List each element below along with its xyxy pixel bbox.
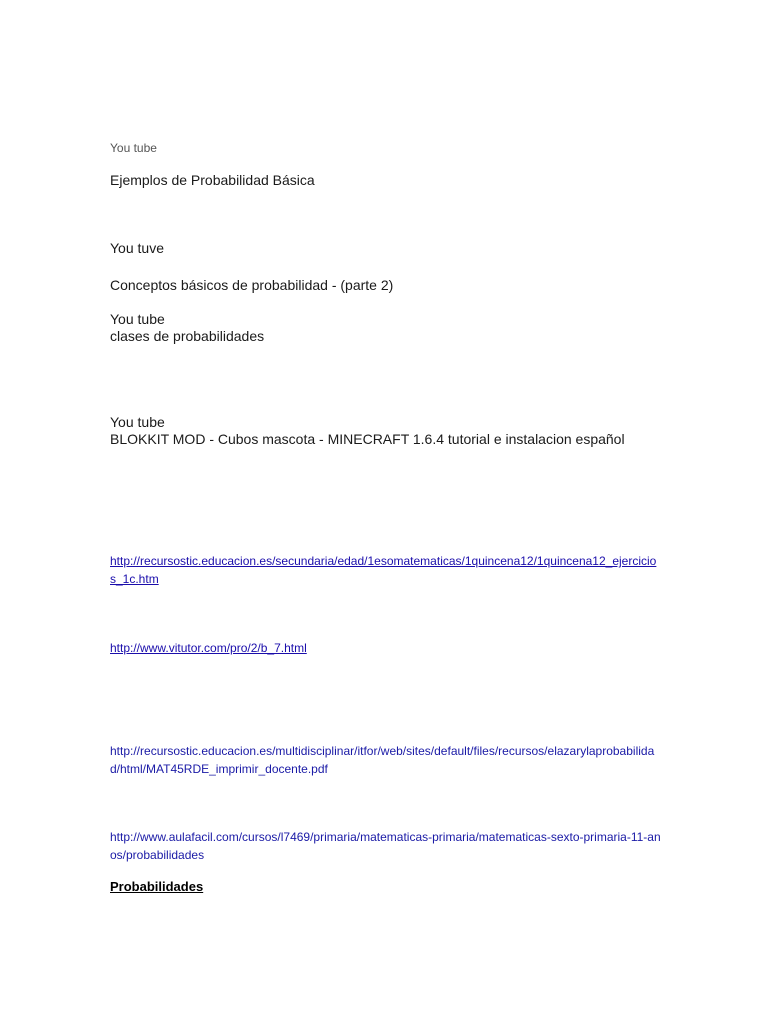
video-entry-4 xyxy=(110,414,670,448)
link-vitutor[interactable]: http://www.vitutor.com/pro/2/b_7.html xyxy=(110,641,307,655)
link-aulafacil[interactable]: http://www.aulafacil.com/cursos/l7469/primaria/matematicas-primaria/matematicas-sexto-primaria-11-anos/probabilidades xyxy=(110,830,661,862)
source-label-2: You tuve xyxy=(110,240,164,256)
video-title-2: Conceptos básicos de probabilidad - (parte 2) xyxy=(110,277,394,293)
video-entry-3 xyxy=(110,311,670,345)
section-heading: Probabilidades xyxy=(110,879,204,894)
video-title-1: Ejemplos de Probabilidad Básica xyxy=(110,172,315,188)
source-label-3: You tube xyxy=(110,311,165,327)
source-label: You tube xyxy=(110,141,157,155)
link-recursostic-azar[interactable]: http://recursostic.educacion.es/multidisciplinar/itfor/web/sites/default/files/recursos/elazarylaprobabilidad/html/MAT45RDE_imprimir_docente.pdf xyxy=(110,744,655,776)
video-title-4: BLOKKIT MOD - Cubos mascota - MINECRAFT 1.6.4 tutorial e instalacion español xyxy=(110,431,625,447)
video-title-3: clases de probabilidades xyxy=(110,328,265,344)
link-recursostic-ejercicios[interactable]: http://recursostic.educacion.es/secundaria/edad/1esomatematicas/1quincena12/1quincena12_ejercicios_1c.htm xyxy=(110,554,657,586)
source-label-4: You tube xyxy=(110,414,165,430)
